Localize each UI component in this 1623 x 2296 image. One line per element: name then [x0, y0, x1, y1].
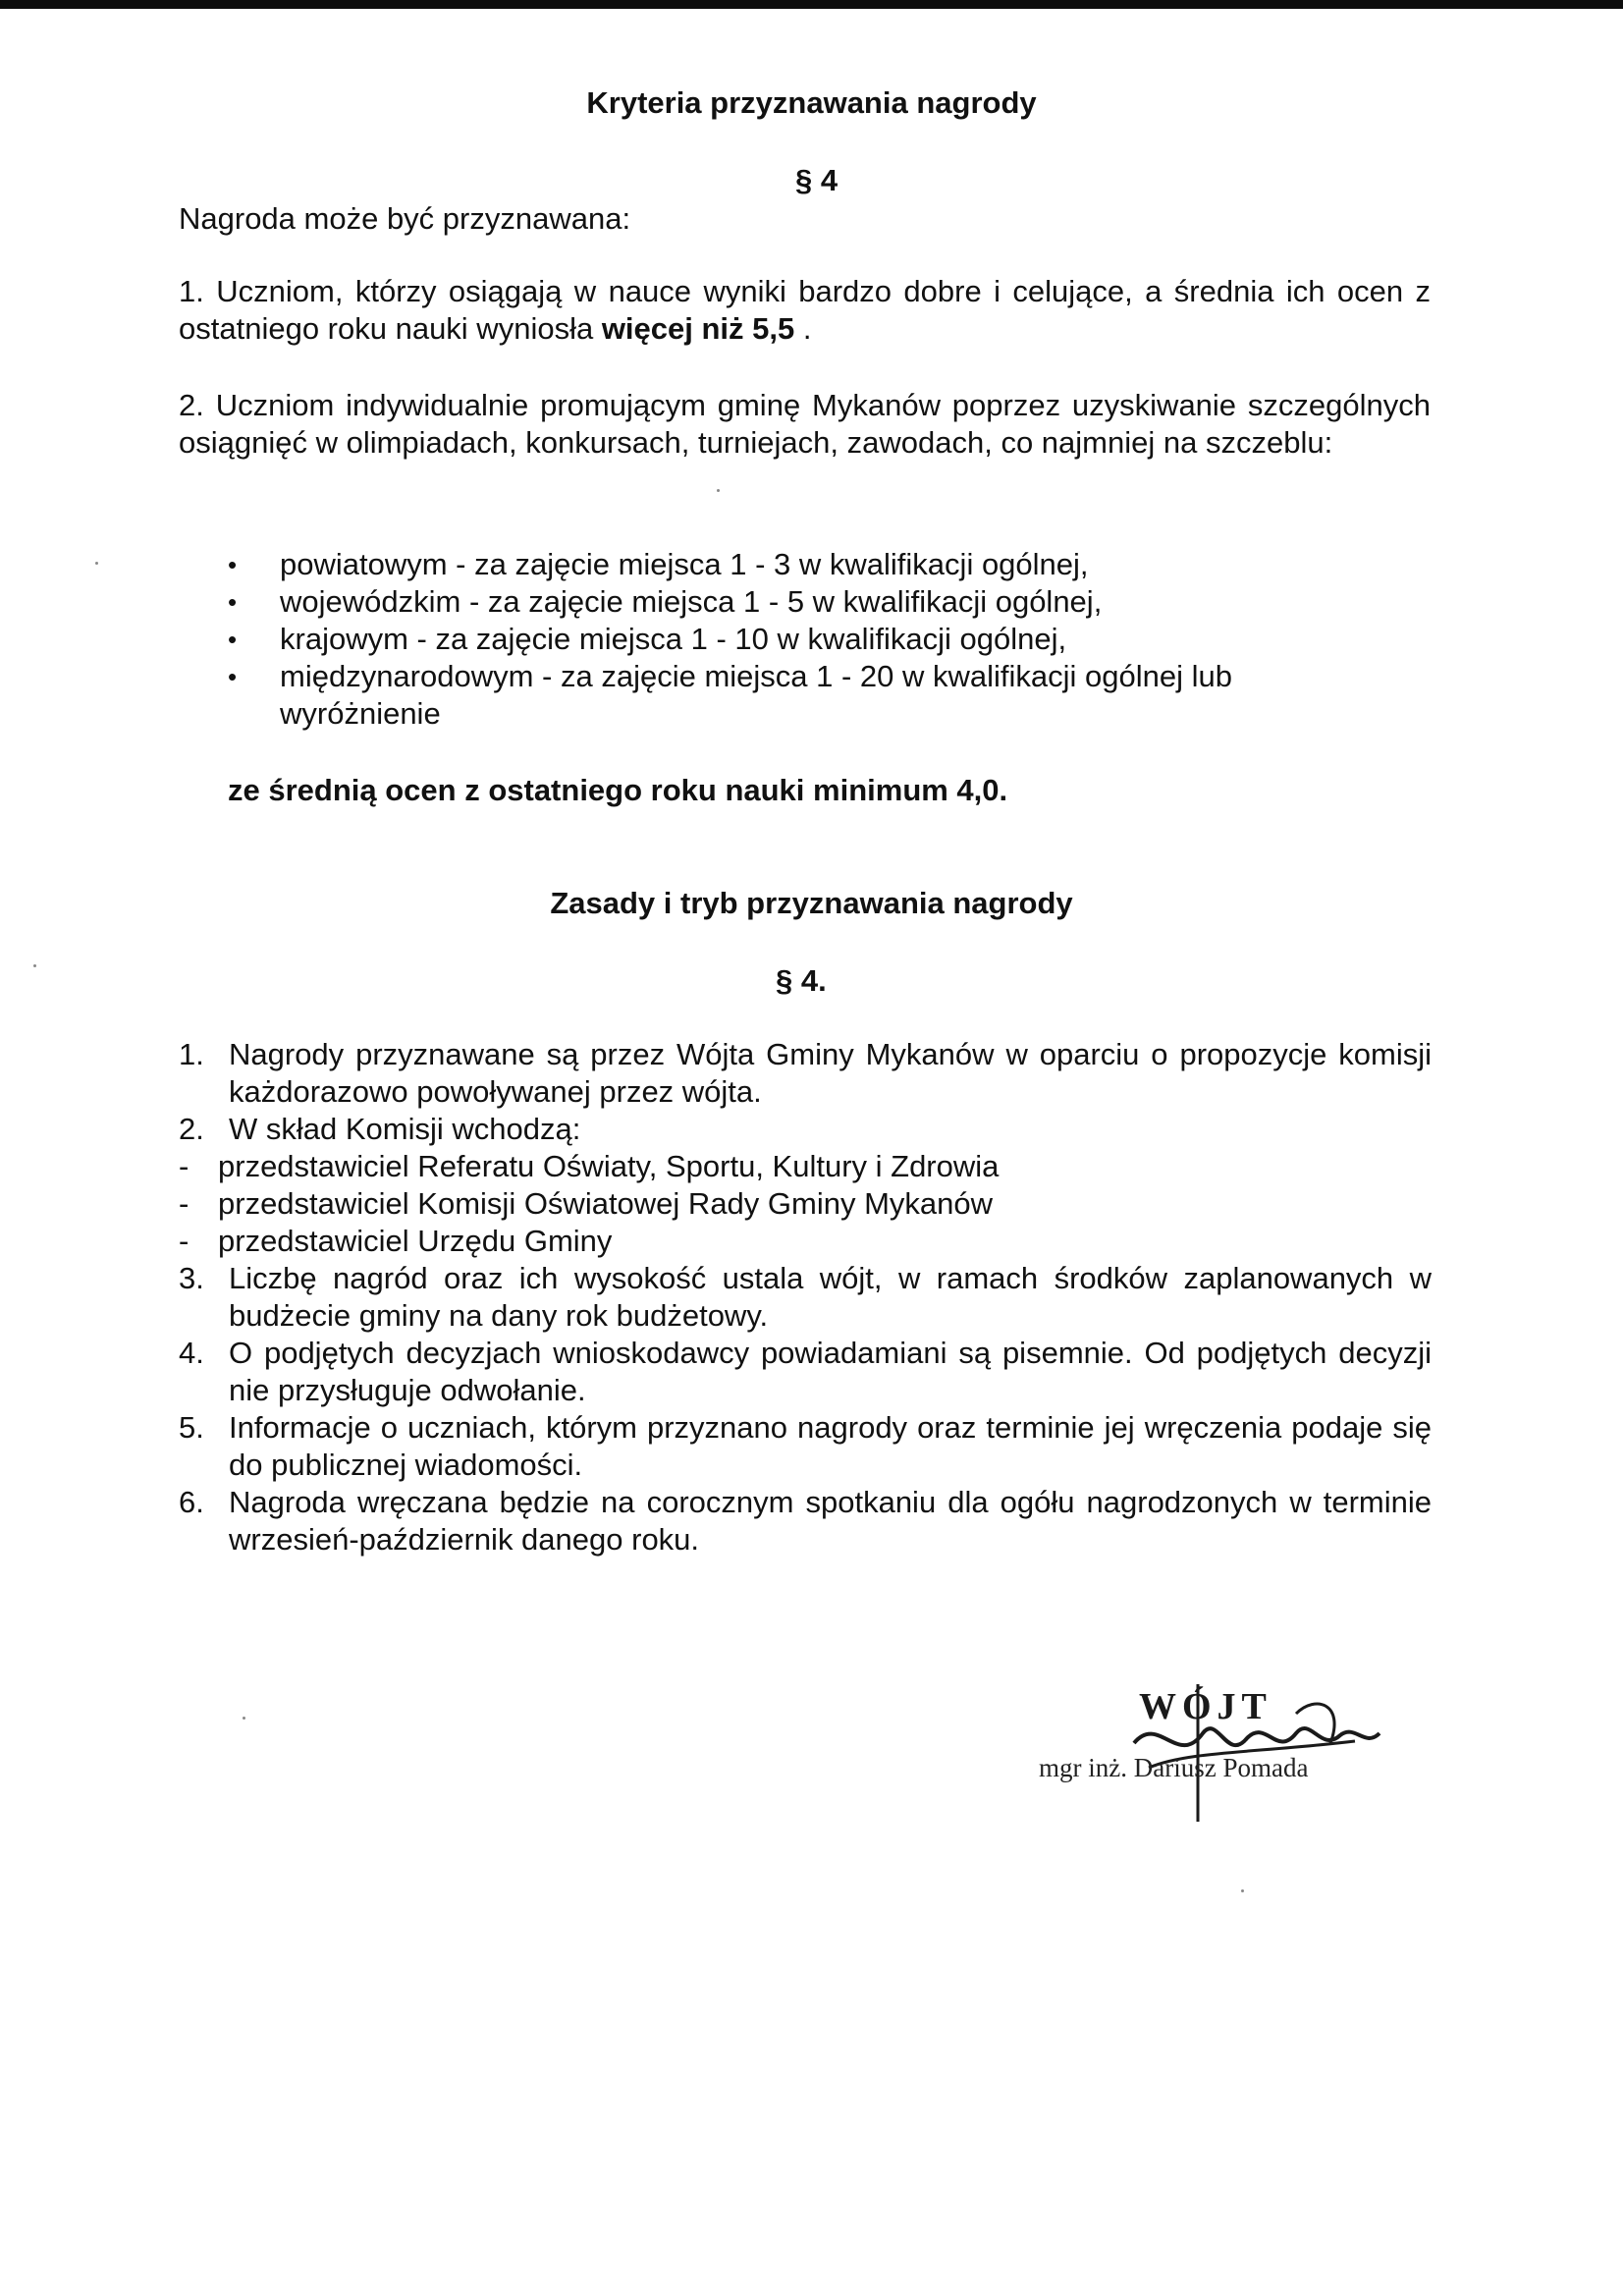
scan-speck: [243, 1717, 245, 1720]
list-item: przedstawiciel Komisji Oświatowej Rady Gminy Mykanów: [218, 1186, 994, 1221]
point1-text: 1. Uczniom, którzy osiągają w nauce wyniki bardzo dobre i celujące, a średnia ich ocen z ostatniego roku nauki wyniosła: [179, 274, 1431, 346]
section1-average-note: ze średnią ocen z ostatniego roku nauki minimum 4,0.: [228, 773, 1008, 807]
bullet-item: krajowym - za zajęcie miejsca 1 - 10 w kwalifikacji ogólnej,: [280, 622, 1067, 656]
point1-tail: .: [794, 311, 812, 346]
scan-speck: [95, 562, 98, 565]
signatory-name: mgr inż. Dariusz Pomada: [1039, 1753, 1309, 1782]
bullet-dot: •: [228, 625, 238, 654]
list-marker: 3.: [179, 1261, 204, 1295]
signature-stamp-graphic: [1119, 1674, 1414, 1822]
bullet-item: międzynarodowym - za zajęcie miejsca 1 - 20 w kwalifikacji ogólnej lub wyróżnienie: [280, 659, 1233, 731]
section2-heading: Zasady i tryb przyznawania nagrody: [550, 886, 1073, 920]
scan-speck: [33, 964, 36, 967]
section1-intro: Nagroda może być przyznawana:: [179, 201, 631, 236]
bullet-dot: •: [228, 550, 238, 579]
bullet-item: wojewódzkim - za zajęcie miejsca 1 - 5 w kwalifikacji ogólnej,: [280, 584, 1103, 619]
list-marker: 2.: [179, 1112, 204, 1146]
list-item: Nagrody przyznawane są przez Wójta Gminy Mykanów w oparciu o propozycje komisji każdorazowo powoływanej przez wójta.: [229, 1037, 1432, 1109]
section1-heading: Kryteria przyznawania nagrody: [586, 85, 1037, 120]
scan-top-edge: [0, 0, 1623, 9]
list-marker: -: [179, 1149, 189, 1183]
list-item: przedstawiciel Urzędu Gminy: [218, 1224, 613, 1258]
list-marker: -: [179, 1224, 189, 1258]
scan-speck: [1241, 1889, 1244, 1892]
section2-paragraph-sign: § 4.: [776, 963, 827, 998]
list-marker: 1.: [179, 1037, 204, 1071]
list-marker: -: [179, 1186, 189, 1221]
point1-bold: więcej niż 5,5: [601, 311, 795, 346]
list-marker: 4.: [179, 1336, 204, 1370]
section1-point1: [179, 273, 1431, 348]
list-item: Liczbę nagród oraz ich wysokość ustala wójt, w ramach środków zaplanowanych w budżecie gminy na dany rok budżetowy.: [229, 1261, 1432, 1333]
list-marker: 5.: [179, 1410, 204, 1445]
section1-point2: 2. Uczniom indywidualnie promującym gminę Mykanów poprzez uzyskiwanie szczególnych osiągnięć w olimpiadach, konkursach, turniejach, zawodach, co najmniej na szczeblu:: [179, 388, 1431, 460]
section1-paragraph-sign: § 4: [795, 163, 839, 197]
stamp-lettering: WÓJT: [1139, 1686, 1272, 1727]
bullet-dot: •: [228, 587, 238, 617]
list-item: W skład Komisji wchodzą:: [229, 1112, 581, 1146]
list-item: Informacje o uczniach, którym przyznano nagrody oraz terminie jej wręczenia podaje się do publicznej wiadomości.: [229, 1410, 1432, 1482]
list-item: przedstawiciel Referatu Oświaty, Sportu, Kultury i Zdrowia: [218, 1149, 1000, 1183]
bullet-item: powiatowym - za zajęcie miejsca 1 - 3 w kwalifikacji ogólnej,: [280, 547, 1089, 581]
list-item: Nagroda wręczana będzie na corocznym spotkaniu dla ogółu nagrodzonych w terminie wrzesień-październik danego roku.: [229, 1485, 1432, 1557]
scan-speck: [717, 489, 720, 492]
bullet-dot: •: [228, 662, 238, 691]
list-marker: 6.: [179, 1485, 204, 1519]
list-item: O podjętych decyzjach wnioskodawcy powiadamiani są pisemnie. Od podjętych decyzji nie przysługuje odwołanie.: [229, 1336, 1432, 1407]
